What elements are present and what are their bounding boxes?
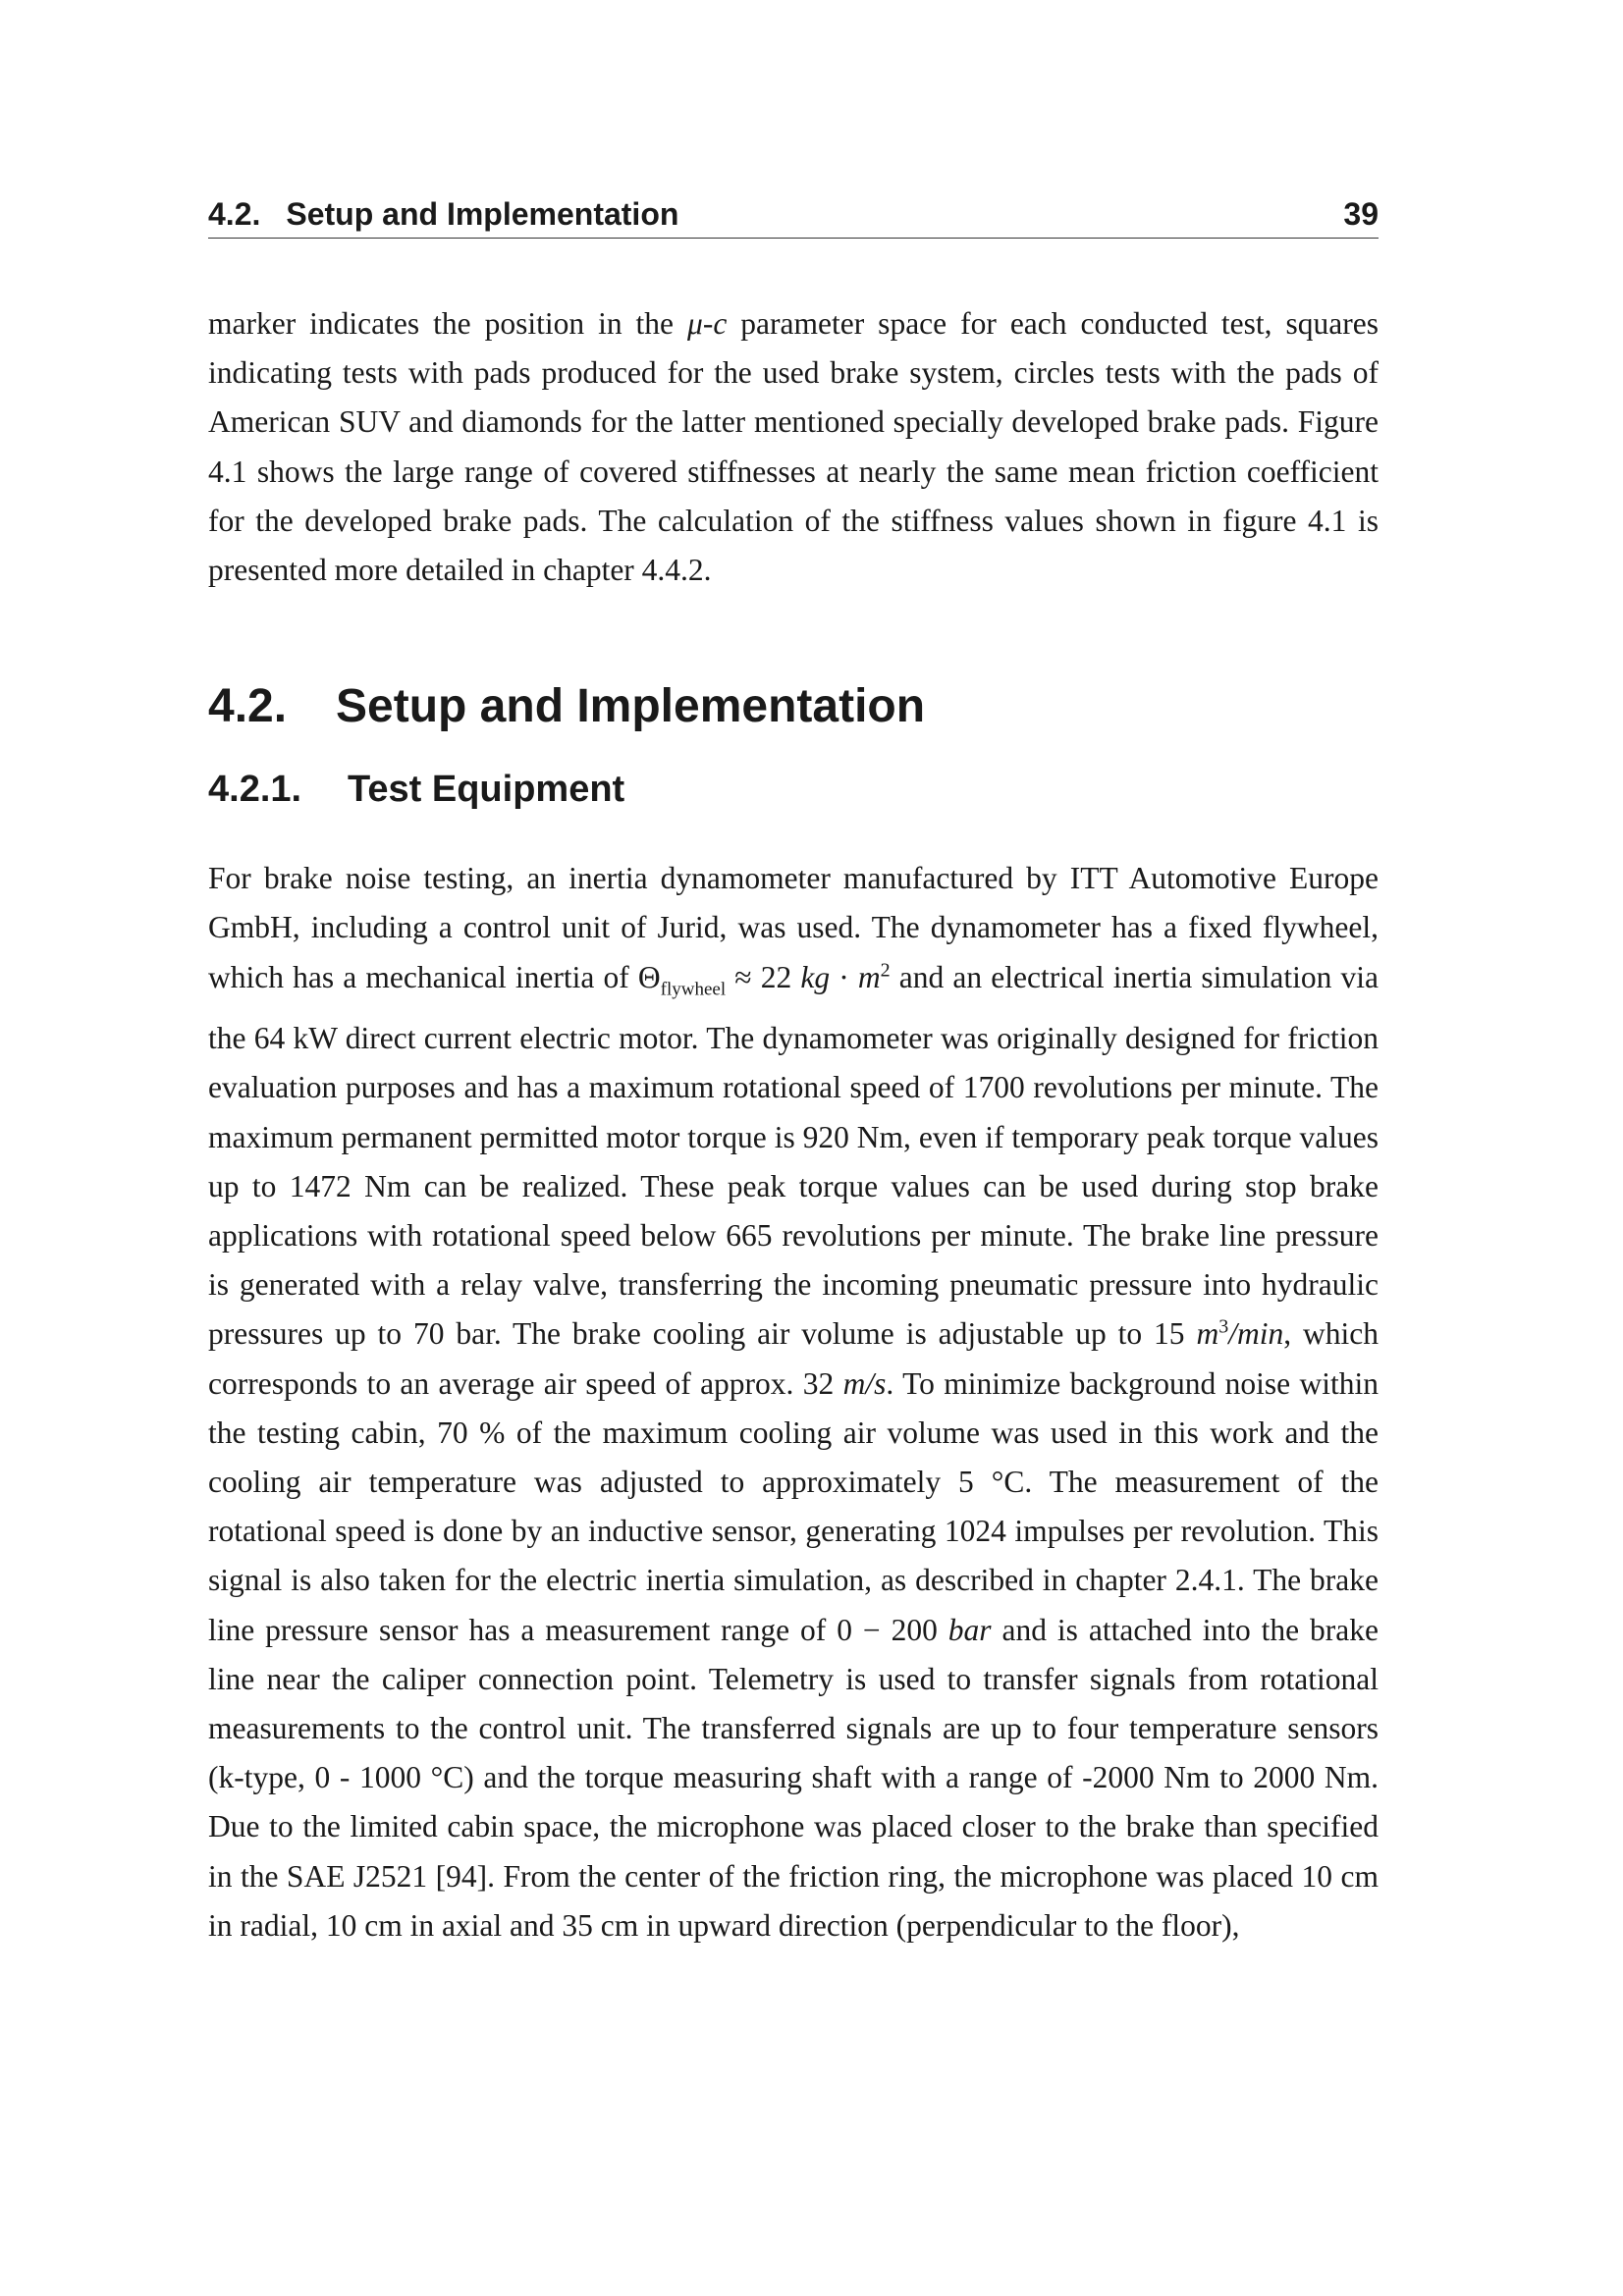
paragraph-figure-description bbox=[208, 299, 1379, 595]
subsection-heading-number: 4.2.1. bbox=[208, 769, 302, 811]
p2-text-d: . To minimize background noise within the testing cabin, 70 % of the maximum cooling air volume was used in this work and the cooling air temperature was adjusted to approximately 5 °C. The measurement of the rotational speed is done by an inductive sensor, generating 1024 impulses per revolution. This signal is also taken for the electric inertia simulation, as described in chapter 2.4.1. The brake line pressure sensor has a measurement range of bbox=[208, 1365, 1379, 1647]
math-volume-number: 15 bbox=[1154, 1316, 1197, 1352]
running-head-title bbox=[208, 194, 678, 234]
p1-text-b: parameter space for each conducted test, squares indicating tests with pads produced for the used brake system, circles tests with the pads of American SUV and diamonds for the latter mentioned specially developed brake pads. Figure 4.1 shows the large range of covered stiffnesses at nearly the same mean friction coefficient for the developed brake pads. The calculation of the stiffness values shown in figure 4.1 is presented more detailed in chapter 4.4.2. bbox=[208, 306, 1379, 588]
page-number: 39 bbox=[1343, 196, 1379, 232]
math-volume-m: m bbox=[1196, 1316, 1219, 1352]
paragraph-test-equipment bbox=[208, 854, 1379, 1950]
p1-text-a: marker indicates the position in the bbox=[208, 306, 688, 341]
math-c: c bbox=[713, 306, 728, 341]
subsection-heading-title: Test Equipment bbox=[348, 769, 625, 811]
p2-text-e: and is attached into the brake line near the caliper connection point. Telemetry is used to transfer signals from rotational measurements to the control unit. The transferred signals are up to four temperature sensors (k-type, 0 - 1000 °C) and the torque measuring shaft with a range of -2000 Nm to 2000 Nm. Due to the limited cabin space, the microphone was placed closer to the brake than specified in the SAE J2521 [94]. From the center of the friction ring, the microphone was placed 10 cm in radial, 10 cm in axial and 35 cm in upward direction (perpendicular to the floor), bbox=[208, 1612, 1380, 1943]
page bbox=[208, 194, 1379, 1950]
p2-text-a: For brake noise testing, an inertia dynamometer manufactured by ITT Automotive Europe GmbH, including a control unit of Jurid, was used. The dynamometer has a fixed flywheel, which has a mechanical inertia of bbox=[208, 861, 1379, 994]
math-range-number: 0 − 200 bbox=[837, 1612, 948, 1647]
math-dash: - bbox=[702, 306, 714, 341]
math-cubed: 3 bbox=[1218, 1315, 1229, 1338]
math-per-min: /min bbox=[1228, 1316, 1284, 1352]
math-approx: ≈ 22 bbox=[726, 959, 801, 994]
section-heading-number: 4.2. bbox=[208, 680, 288, 733]
math-theta: Θ bbox=[637, 959, 661, 994]
running-head-section-number: 4.2. bbox=[208, 196, 261, 232]
p2-text-b: and an electrical inertia simulation via the 64 kW direct current electric motor. The dynamometer was originally designed for friction evaluation purposes and has a maximum rotational speed of 1700 revolutions per minute. The maximum permanent permitted motor torque is 920 Nm, even if temporary peak torque values up to 1472 Nm can be realized. These peak torque values can be used during stop brake applications with rotational speed below 665 revolutions per minute. The brake line pressure is generated with a relay valve, transferring the incoming pneumatic pressure into hydraulic pressures up to 70 bar. The brake cooling air volume is adjustable up to bbox=[208, 959, 1380, 1352]
section-heading bbox=[208, 677, 1379, 736]
subsection-heading bbox=[208, 766, 1379, 813]
math-dot: · bbox=[830, 959, 858, 994]
math-squared: 2 bbox=[880, 959, 891, 982]
math-m: m bbox=[857, 959, 881, 994]
running-head-section-title: Setup and Implementation bbox=[286, 196, 679, 232]
math-theta-subscript: flywheel bbox=[660, 978, 727, 999]
running-head bbox=[208, 194, 1379, 239]
section-heading-title: Setup and Implementation bbox=[336, 680, 926, 733]
math-range-unit: bar bbox=[947, 1612, 992, 1647]
p2-text-c: , which corresponds to an average air speed of approx. bbox=[208, 1316, 1379, 1401]
math-speed-number: 32 bbox=[802, 1365, 843, 1401]
math-speed-unit: m/s bbox=[842, 1365, 887, 1401]
math-kg: kg bbox=[800, 959, 831, 994]
math-mu: μ bbox=[687, 306, 703, 341]
